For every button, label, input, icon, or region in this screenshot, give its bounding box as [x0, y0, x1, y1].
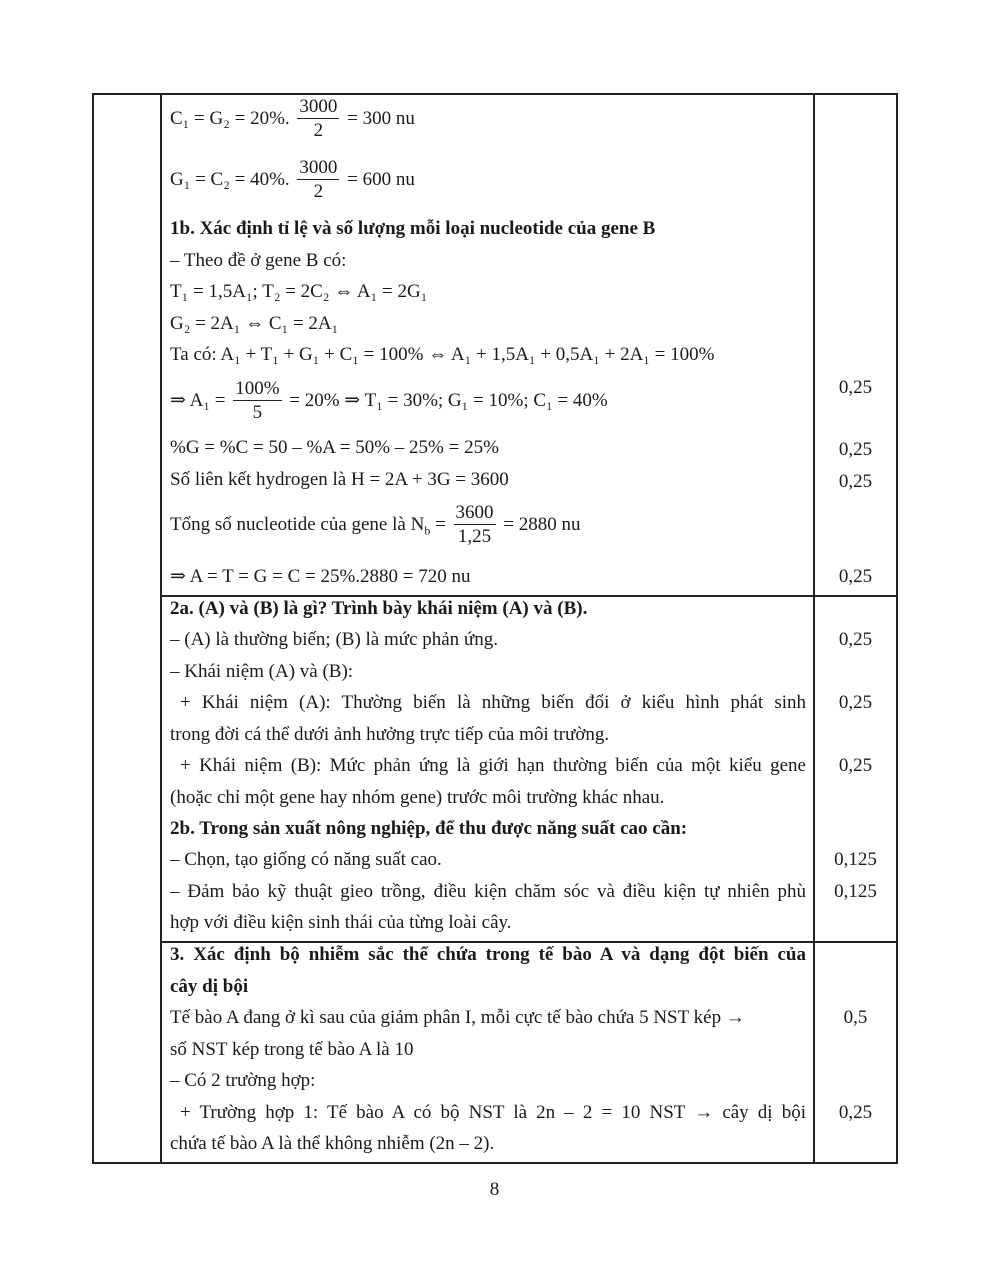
score: 0,125 [834, 881, 877, 902]
text-line: + Khái niệm (A): Thường biến là những biến đổi ở kiểu hình phát sinh [180, 692, 806, 713]
column-divider-1 [160, 93, 162, 1163]
table-bottom-border [92, 1162, 898, 1164]
text-line: Số liên kết hydrogen là H = 2A + 3G = 3600 [170, 469, 509, 490]
heading-1b: 1b. Xác định tỉ lệ và số lượng mỗi loại nucleotide của gene B [170, 218, 656, 239]
formula-a1 [170, 378, 608, 425]
text-line: – Đảm bảo kỹ thuật gieo trồng, điều kiện chăm sóc và điều kiện tự nhiên phù [170, 881, 806, 902]
score: 0,25 [838, 377, 873, 398]
text-line: – Chọn, tạo giống có năng suất cao. [170, 849, 442, 870]
numerator: 3600 [455, 502, 494, 523]
text-line: + Trường hợp 1: Tế bào A có bộ NST là 2n – 2 = 10 NST → cây dị bội [180, 1102, 806, 1123]
formula-text: = [435, 513, 446, 535]
fraction [297, 96, 339, 143]
text-line: – Khái niệm (A) và (B): [170, 661, 354, 682]
table-left-border [92, 93, 94, 1163]
numerator: 3000 [299, 157, 338, 178]
formula-text: Tổng số nucleotide của gene là N [170, 513, 425, 535]
score: 0,25 [838, 566, 873, 587]
fraction [233, 378, 281, 425]
formula-text: ⇒ A₁ = [170, 389, 226, 411]
denominator: 1,25 [457, 526, 492, 547]
formula-text: = 2880 nu [503, 513, 581, 535]
text-line: (hoặc chỉ một gene hay nhóm gene) trước môi trường khác nhau. [170, 787, 665, 808]
score: 0,25 [838, 629, 873, 650]
denominator: 2 [313, 181, 324, 202]
fraction [297, 157, 339, 204]
score: 0,25 [838, 1102, 873, 1123]
text-line: T₁ = 1,5A₁; T₂ = 2C₂ ⇔ A₁ = 2G₁ [170, 281, 428, 302]
fraction [454, 502, 496, 549]
subscript: b [424, 523, 431, 538]
formula-text: C₁ = G₂ = 20%. [170, 107, 290, 129]
score: 0,5 [843, 1007, 868, 1028]
text-line: G₂ = 2A₁ ⇔ C₁ = 2A₁ [170, 313, 339, 334]
page-number: 8 [489, 1179, 500, 1200]
text-line: chứa tế bào A là thể không nhiễm (2n – 2). [170, 1133, 495, 1154]
heading-2a: 2a. (A) và (B) là gì? Trình bày khái niệm (A) và (B). [170, 598, 588, 619]
formula-text: G₁ = C₂ = 40%. [170, 168, 290, 190]
heading-3-cont: cây dị bội [170, 976, 249, 997]
score: 0,25 [838, 692, 873, 713]
text-line: ⇒ A = T = G = C = 25%.2880 = 720 nu [170, 566, 471, 587]
table-top-border [92, 93, 898, 95]
formula-text: = 20% ⇒ T₁ = 30%; G₁ = 10%; C₁ = 40% [289, 389, 608, 411]
formula-text: = 600 nu [347, 168, 415, 190]
formula-c1 [170, 96, 415, 143]
text-line: trong đời cá thể dưới ảnh hưởng trực tiếp của môi trường. [170, 724, 610, 745]
formula-text: = 300 nu [347, 107, 415, 129]
formula-g1 [170, 157, 415, 204]
formula-nb [170, 502, 581, 549]
text-line: Tế bào A đang ở kì sau của giảm phân I, mỗi cực tế bào chứa 5 NST kép → [170, 1007, 745, 1028]
text-line: + Khái niệm (B): Mức phản ứng là giới hạn thường biến của một kiểu gene [180, 755, 806, 776]
heading-3: 3. Xác định bộ nhiễm sắc thể chứa trong tế bào A và dạng đột biến của [170, 944, 806, 965]
text-line: Ta có: A₁ + T₁ + G₁ + C₁ = 100% ⇔ A₁ + 1,5A₁ + 0,5A₁ + 2A₁ = 100% [170, 344, 715, 365]
heading-2b: 2b. Trong sản xuất nông nghiệp, để thu được năng suất cao cần: [170, 818, 688, 839]
numerator: 100% [235, 378, 280, 399]
denominator: 5 [252, 402, 263, 423]
text-line: số NST kép trong tế bào A là 10 [170, 1039, 414, 1060]
score: 0,25 [838, 471, 873, 492]
text-line: %G = %C = 50 – %A = 50% – 25% = 25% [170, 437, 499, 458]
text-line: hợp với điều kiện sinh thái của từng loài cây. [170, 912, 512, 933]
text-line: – Theo đề ở gene B có: [170, 250, 347, 271]
score: 0,25 [838, 439, 873, 460]
denominator: 2 [313, 120, 324, 141]
text-line: – (A) là thường biến; (B) là mức phản ứng. [170, 629, 498, 650]
score: 0,125 [834, 849, 877, 870]
text-line: – Có 2 trường hợp: [170, 1070, 316, 1091]
numerator: 3000 [299, 96, 338, 117]
score: 0,25 [838, 755, 873, 776]
